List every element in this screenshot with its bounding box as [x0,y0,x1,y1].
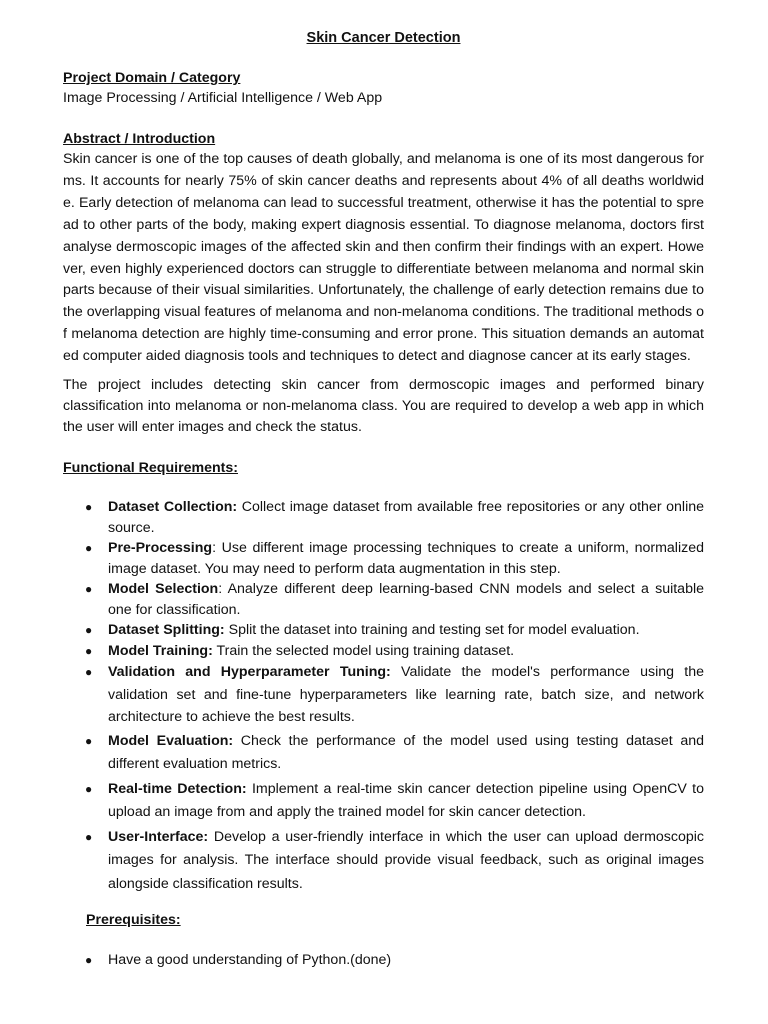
list-item [63,579,704,620]
functional-requirements-heading: Functional Requirements: [63,460,238,477]
abstract-paragraph-1: Skin cancer is one of the top causes of death globally, and melanoma is one of its most dangerous forms. It accounts for nearly 75% of skin cancer deaths and represents about 4% of all deaths worldwide. Early detection of melanoma can lead to successful treatment, otherwise it has the potential to spread to other parts of the body, making expert diagnosis essential. To diagnose melanoma, doctors first analyse dermoscopic images of the affected skin and then confirm their findings with an expert. However, even highly experienced doctors can struggle to differentiate between melanoma and normal skin parts because of their visual similarities. Unfortunately, the challenge of early detection remains due to the overlapping visual features of melanoma and non-melanoma conditions. The traditional methods of melanoma detection are highly time-consuming and error prone. This situation demands an automated computer aided diagnosis tools and techniques to detect and diagnose cancer at its early stages. [63,151,704,365]
document-title: Skin Cancer Detection [306,30,461,46]
list-item [63,641,704,662]
list-item [63,497,704,538]
item-text: : Analyze different deep learning-based CNN models and select a suitable one for classification. [108,581,704,618]
item-text: Train the selected model using training dataset. [212,642,515,659]
list-item [63,620,704,641]
bullet-icon: ● [85,781,93,796]
item-text: Implement a real-time skin cancer detection pipeline using OpenCV to upload an image from and apply the trained model for skin cancer detection. [108,780,704,821]
prerequisites-list [63,950,704,970]
list-item [63,778,704,825]
prerequisites-heading: Prerequisites: [86,912,181,929]
bullet-icon: ● [85,643,93,658]
bullet-icon: ● [85,623,93,638]
item-label: Pre-Processing [108,540,213,557]
list-item [63,661,704,729]
item-text: Split the dataset into training and testing set for model evaluation. [224,622,640,639]
item-text: Check the performance of the model used using testing dataset and different evaluation metrics. [108,732,704,773]
functional-requirements-list [63,497,704,896]
item-label: Dataset Splitting: [108,622,225,639]
bullet-icon: ● [85,541,93,556]
item-text: Validate the model's performance using the validation set and fine-tune hyperparameters like learning rate, batch size, and network architecture to achieve the best results. [108,664,704,726]
abstract-paragraph-2: The project includes detecting skin cancer from dermoscopic images and performed binary classification into melanoma or non-melanoma class. You are required to develop a web app in which the user will enter images and check the status. [63,377,704,436]
item-label: Validation and Hyperparameter Tuning: [108,664,391,681]
bullet-icon: ● [85,582,93,597]
list-item [63,538,704,579]
item-label: Dataset Collection: [108,499,238,516]
list-item [63,730,704,777]
domain-heading: Project Domain / Category [63,70,241,86]
abstract-heading: Abstract / Introduction [63,131,216,147]
item-label: Model Training: [108,642,213,659]
bullet-icon: ● [85,829,93,844]
bullet-icon: ● [85,665,93,680]
domain-text: Image Processing / Artificial Intelligence / Web App [63,90,383,106]
bullet-icon: ● [85,733,93,748]
item-text: Collect image dataset from available free repositories or any other online source. [108,499,705,536]
item-label: Real-time Detection: [108,780,247,797]
document-page [63,28,704,970]
item-text: Have a good understanding of Python.(done) [108,952,392,969]
item-label: Model Evaluation: [108,732,234,749]
item-label: Model Selection [108,581,219,598]
bullet-icon: ● [85,953,93,968]
list-item [63,950,704,970]
item-label: User-Interface: [108,828,209,845]
list-item [63,826,704,897]
bullet-icon: ● [85,500,93,515]
item-text: Develop a user-friendly interface in which the user can upload dermoscopic images for analysis. The interface should provide visual feedback, such as original images alongside classification results. [108,828,704,892]
item-text: : Use different image processing techniques to create a uniform, normalized image dataset. You may need to perform data augmentation in this step. [108,540,704,577]
